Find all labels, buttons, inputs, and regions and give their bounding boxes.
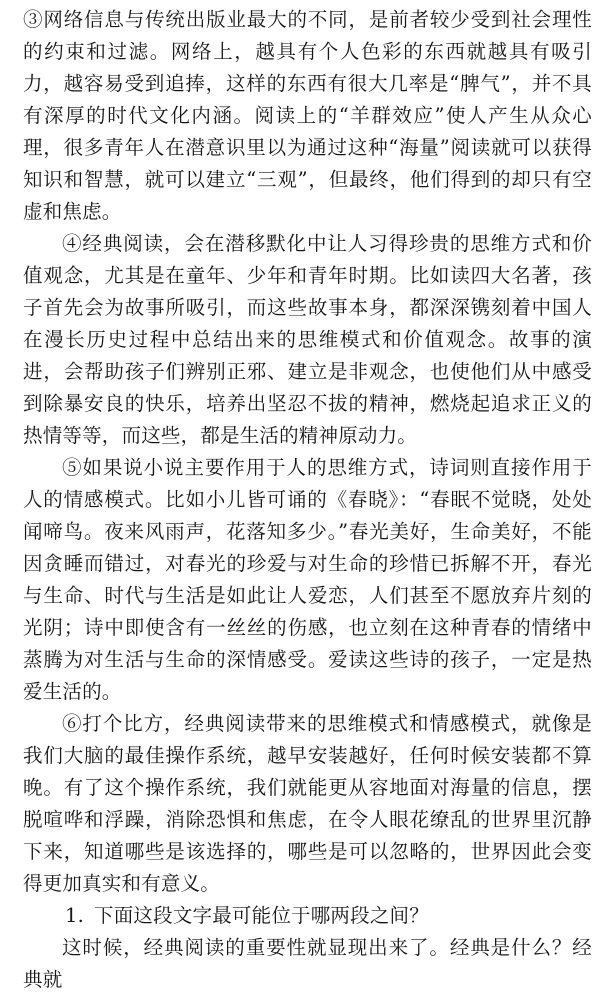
paragraph-6: ⑥打个比方，经典阅读带来的思维模式和情感模式，就像是我们大脑的最佳操作系统，越早安装越好，任何时候安装都不算晚。有了这个操作系统，我们就能更从容地面对海量的信息，摆脱喧哗和浮躁，消除恐惧和焦虑，在令人眼花缭乱的世界里沉静下来，知道哪些是该选择的，哪些是可以忽略的，世界因此会变得更加真实和有意义。 xyxy=(23,712,592,895)
quoted-passage: 这时候，经典阅读的重要性就显现出来了。经典是什么？经典就 xyxy=(23,936,592,991)
question-1 xyxy=(23,900,592,932)
paragraph-3: ③网络信息与传统出版业最大的不同，是前者较少受到社会理性的约束和过滤。网络上，越具有个人色彩的东西就越具有吸引力，越容易受到追捧，这样的东西有很大几率是“脾气”，并不具有深厚的时代文化内涵。阅读上的“羊群效应”使人产生从众心理，很多青年人在潜意识里以为通过这种“海量”阅读就可以获得知识和智慧，就可以建立“三观”，但最终，他们得到的却只有空虚和焦虑。 xyxy=(23,8,592,223)
paragraph-5: ⑤如果说小说主要作用于人的思维方式，诗词则直接作用于人的情感模式。比如小儿皆可诵的《春晓》：“春眠不觉晓，处处闻啼鸟。夜来风雨声，花落知多少。”春光美好，生命美好，不能因贪睡而错过，对春光的珍爱与对生命的珍惜已拆解不开，春光与生命、时代与生活是如此让人爱恋，人们甚至不愿放弃片刻的光阴；诗中即使含有一丝丝的伤感，也立刻在这种青春的情绪中蒸腾为对生活与生命的深情感受。爱读这些诗的孩子，一定是热爱生活的。 xyxy=(23,456,592,703)
question-text: 下面这段文字最可能位于哪两段之间？ xyxy=(94,904,429,927)
question-number: 1. xyxy=(65,904,85,927)
paragraph-4: ④经典阅读，会在潜移默化中让人习得珍贵的思维方式和价值观念，尤其是在童年、少年和青年时期。比如读四大名著，孩子首先会为故事所吸引，而这些故事本身，都深深镌刻着中国人在漫长历史过程中总结出来的思维模式和价值观念。故事的演进，会帮助孩子们辨别正邪、建立是非观念，也使他们从中感受到除暴安良的快乐，培养出坚忍不拔的精神，燃烧起追求正义的热情等等，而这些，都是生活的精神原动力。 xyxy=(23,232,592,447)
